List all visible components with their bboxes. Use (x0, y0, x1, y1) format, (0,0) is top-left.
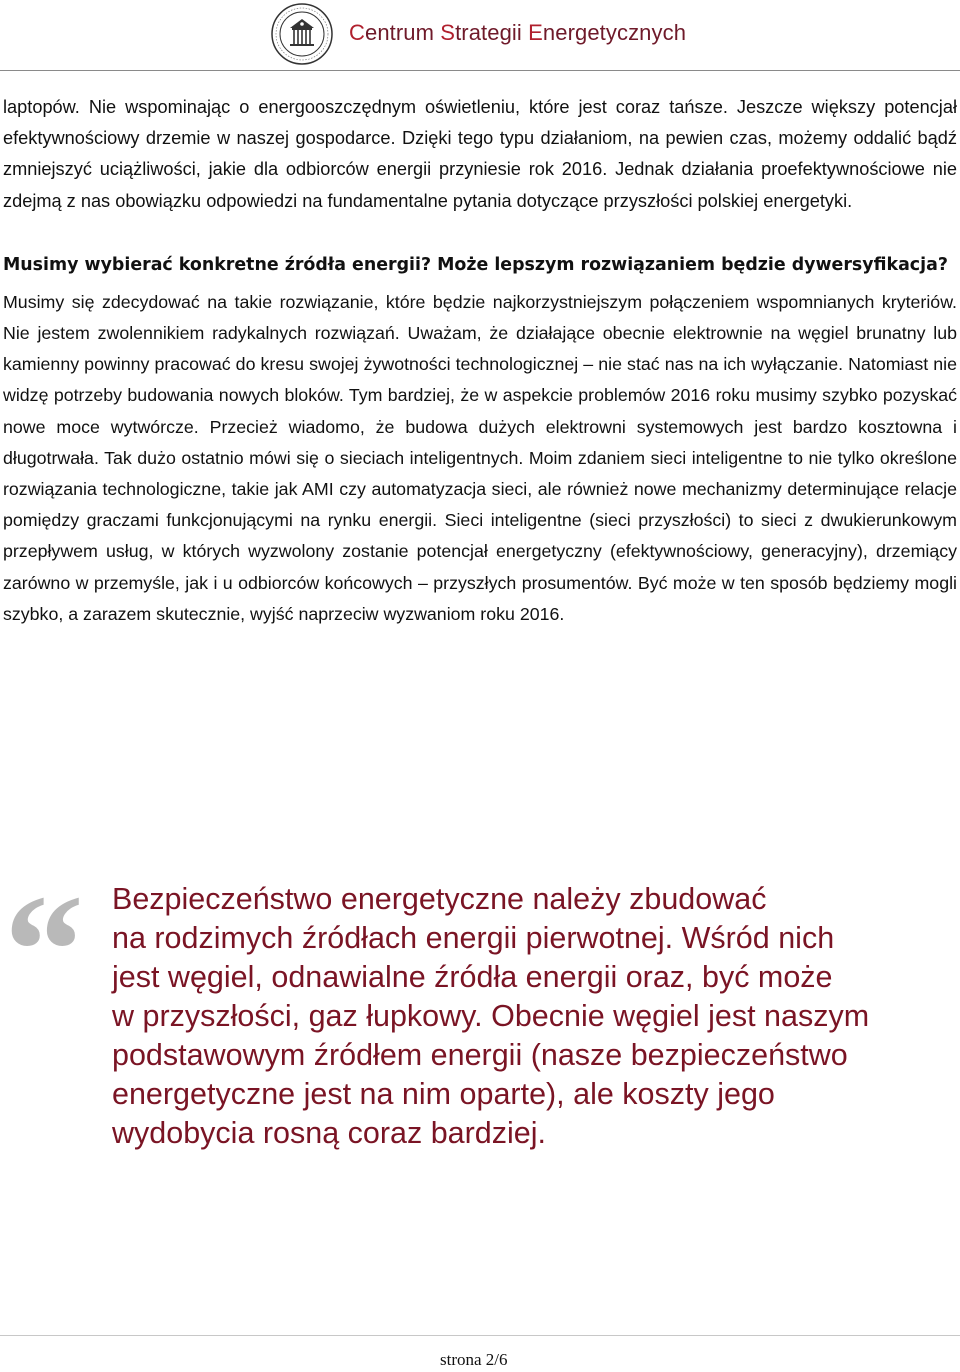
body-paragraph: Musimy się zdecydować na takie rozwiązanie, które będzie najkorzystniejszym połączeniem wspomnianych kryteriów. Nie jestem zwolennikiem radykalnych rozwiązań. Uważam, że działające obecnie elektrownie na węgiel brunatny lub kamienny powinny pracować do kresu swojej żywotności technologicznej – nie stać nas na ich wyłączanie. Natomiast nie widzę potrzeby budowania nowych bloków. Tym bardziej, że w aspekcie problemów 2016 roku musimy szybko pozyskać nowe moce wytwórcze. Przecież wiadomo, że budowa dużych elektrowni systemowych jest bardzo kosztowna i długotrwała. Tak dużo ostatnio mówi się o sieciach inteligentnych. Moim zdaniem sieci inteligentne to nie tylko określone rozwiązania technologiczne, takie jak AMI czy automatyzacja sieci, ale również nowe mechanizmy determinujące relacje pomiędzy graczami funkcjonującymi na rynku energii. Sieci inteligentne (sieci przyszłości) to sieci z dwukierunkowym przepływem usług, w których wyzwolony zostanie potencjał energetyczny (efektywnościowy, generacyjny), drzemiący zarówno w przemyśle, jak i u odbiorców końcowych – przyszłych prosumentów. Być może w ten sposób będziemy mogli szybko, a zarazem skutecznie, wyjść naprzeciw wyzwaniom roku 2016. (3, 291, 957, 624)
page-number: strona 2/6 (440, 1350, 508, 1369)
header-title-word: trategii (455, 20, 529, 45)
pull-quote: Bezpieczeństwo energetyczne należy zbudować na rodzimych źródłach energii pierwotnej. Wśród nich jest węgiel, odnawialne źródła energii oraz, być może w przyszłości, gaz łupkowy. Obecnie węgiel jest naszym podstawowym źródłem energii (nasze bezpieczeństwo energetyczne jest na nim oparte), ale koszty jego wydobycia rosną coraz bardziej. (112, 882, 870, 1150)
page-header (0, 0, 960, 72)
quote-mark-icon: “ (4, 861, 84, 1039)
header-title (349, 20, 686, 46)
institute-seal-icon (270, 2, 334, 66)
body-paragraph: laptopów. Nie wspominając o energooszczędnym oświetleniu, które jest coraz tańsze. Jeszcze większy potencjał efektywnościowy drzemie w naszej gospodarce. Dzięki tego typu działaniom, na pewien czas, możemy oddalić bądź zmniejszyć uciążliwości, jakie dla odbiorców energii przyniesie rok 2016. Jednak działania proefektywnościowe nie zdejmą z nas obowiązku odpowiedzi na fundamentalne pytania dotyczące przyszłości polskiej energetyki. (3, 97, 957, 211)
section-heading: Musimy wybierać konkretne źródła energii? Może lepszym rozwiązaniem będzie dywersyfikacja? (3, 254, 948, 275)
header-title-initial: E (528, 20, 543, 45)
header-title-word: nergetycznych (542, 20, 687, 45)
header-title-word: entrum (365, 20, 441, 45)
header-divider (0, 70, 960, 71)
header-title-initial: S (440, 20, 456, 45)
article-body (3, 92, 957, 630)
header-title-initial: C (349, 20, 365, 45)
footer-divider (0, 1335, 960, 1336)
